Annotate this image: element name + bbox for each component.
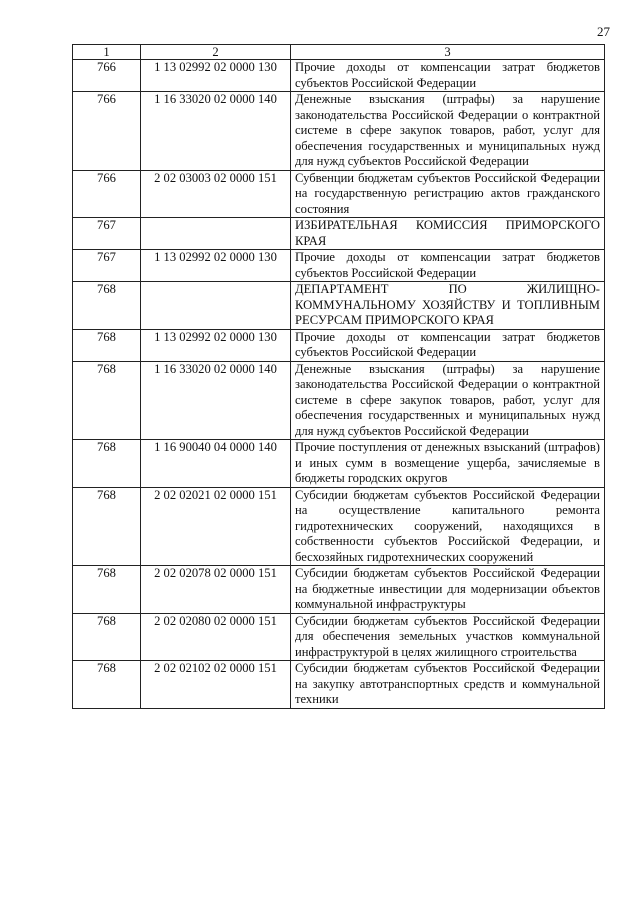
admin-code-cell: 766 [73,170,141,218]
admin-code-cell: 767 [73,218,141,250]
column-number-3: 3 [291,45,605,60]
table-row [73,329,605,361]
income-name-cell: Прочие доходы от компенсации затрат бюджетов субъектов Российской Федерации [291,329,605,361]
admin-code-cell: 768 [73,361,141,440]
admin-code-cell: 768 [73,440,141,488]
income-name-cell: Прочие поступления от денежных взысканий (штрафов) и иных сумм в возмещение ущерба, зачисляемые в бюджеты городских округов [291,440,605,488]
budget-code-cell [141,218,291,250]
income-name-cell: Прочие доходы от компенсации затрат бюджетов субъектов Российской Федерации [291,60,605,92]
admin-code-cell: 766 [73,60,141,92]
administrator-name-cell: ДЕПАРТАМЕНТ ПО ЖИЛИЩНО-КОММУНАЛЬНОМУ ХОЗЯЙСТВУ И ТОПЛИВНЫМ РЕСУРСАМ ПРИМОРСКОГО КРАЯ [291,282,605,330]
table-header [73,45,605,60]
table-row [73,60,605,92]
admin-code-cell: 768 [73,282,141,330]
income-name-cell: Прочие доходы от компенсации затрат бюджетов субъектов Российской Федерации [291,250,605,282]
table-body [73,60,605,709]
admin-code-cell: 768 [73,487,141,566]
admin-code-cell: 766 [73,92,141,171]
budget-classification-table [72,44,605,709]
administrator-name-cell: ИЗБИРАТЕЛЬНАЯ КОМИССИЯ ПРИМОРСКОГО КРАЯ [291,218,605,250]
income-name-cell: Субсидии бюджетам субъектов Российской Федерации на бюджетные инвестиции для модернизации объектов коммунальной инфраструктуры [291,566,605,614]
income-name-cell: Субсидии бюджетам субъектов Российской Федерации на закупку автотранспортных средств и коммунальной техники [291,661,605,709]
budget-code-cell: 2 02 02078 02 0000 151 [141,566,291,614]
page-number: 27 [597,24,610,39]
table-row [73,92,605,171]
income-name-cell: Субвенции бюджетам субъектов Российской Федерации на государственную регистрацию актов гражданского состояния [291,170,605,218]
budget-code-cell: 2 02 03003 02 0000 151 [141,170,291,218]
budget-code-cell: 2 02 02102 02 0000 151 [141,661,291,709]
table-row [73,170,605,218]
column-number-1: 1 [73,45,141,60]
budget-code-cell: 1 16 33020 02 0000 140 [141,92,291,171]
admin-code-cell: 767 [73,250,141,282]
admin-code-cell: 768 [73,566,141,614]
budget-code-cell: 1 13 02992 02 0000 130 [141,250,291,282]
table-row [73,487,605,566]
column-number-2: 2 [141,45,291,60]
table-row-administrator-heading [73,218,605,250]
income-name-cell: Субсидии бюджетам субъектов Российской Федерации для обеспечения земельных участков коммунальной инфраструктурой в целях жилищного строительства [291,613,605,661]
table-row [73,361,605,440]
budget-code-cell: 1 13 02992 02 0000 130 [141,329,291,361]
column-number-row [73,45,605,60]
table-row [73,250,605,282]
budget-code-cell [141,282,291,330]
budget-code-cell: 2 02 02080 02 0000 151 [141,613,291,661]
table-row [73,661,605,709]
table-row [73,440,605,488]
income-name-cell: Денежные взыскания (штрафы) за нарушение законодательства Российской Федерации о контрактной системе в сфере закупок товаров, работ, услуг для обеспечения государственных и муниципальных нужд для нужд субъектов Российской Федерации [291,361,605,440]
admin-code-cell: 768 [73,329,141,361]
table-row-administrator-heading [73,282,605,330]
budget-code-cell: 1 16 90040 04 0000 140 [141,440,291,488]
budget-code-cell: 1 16 33020 02 0000 140 [141,361,291,440]
budget-code-cell: 1 13 02992 02 0000 130 [141,60,291,92]
budget-code-cell: 2 02 02021 02 0000 151 [141,487,291,566]
table-row [73,613,605,661]
table-row [73,566,605,614]
income-name-cell: Денежные взыскания (штрафы) за нарушение законодательства Российской Федерации о контрактной системе в сфере закупок товаров, работ, услуг для обеспечения государственных и муниципальных нужд для нужд субъектов Российской Федерации [291,92,605,171]
admin-code-cell: 768 [73,613,141,661]
admin-code-cell: 768 [73,661,141,709]
income-name-cell: Субсидии бюджетам субъектов Российской Федерации на осуществление капитального ремонта гидротехнических сооружений, находящихся в собственности субъектов Российской Федерации, и бесхозяйных гидротехнических сооружений [291,487,605,566]
